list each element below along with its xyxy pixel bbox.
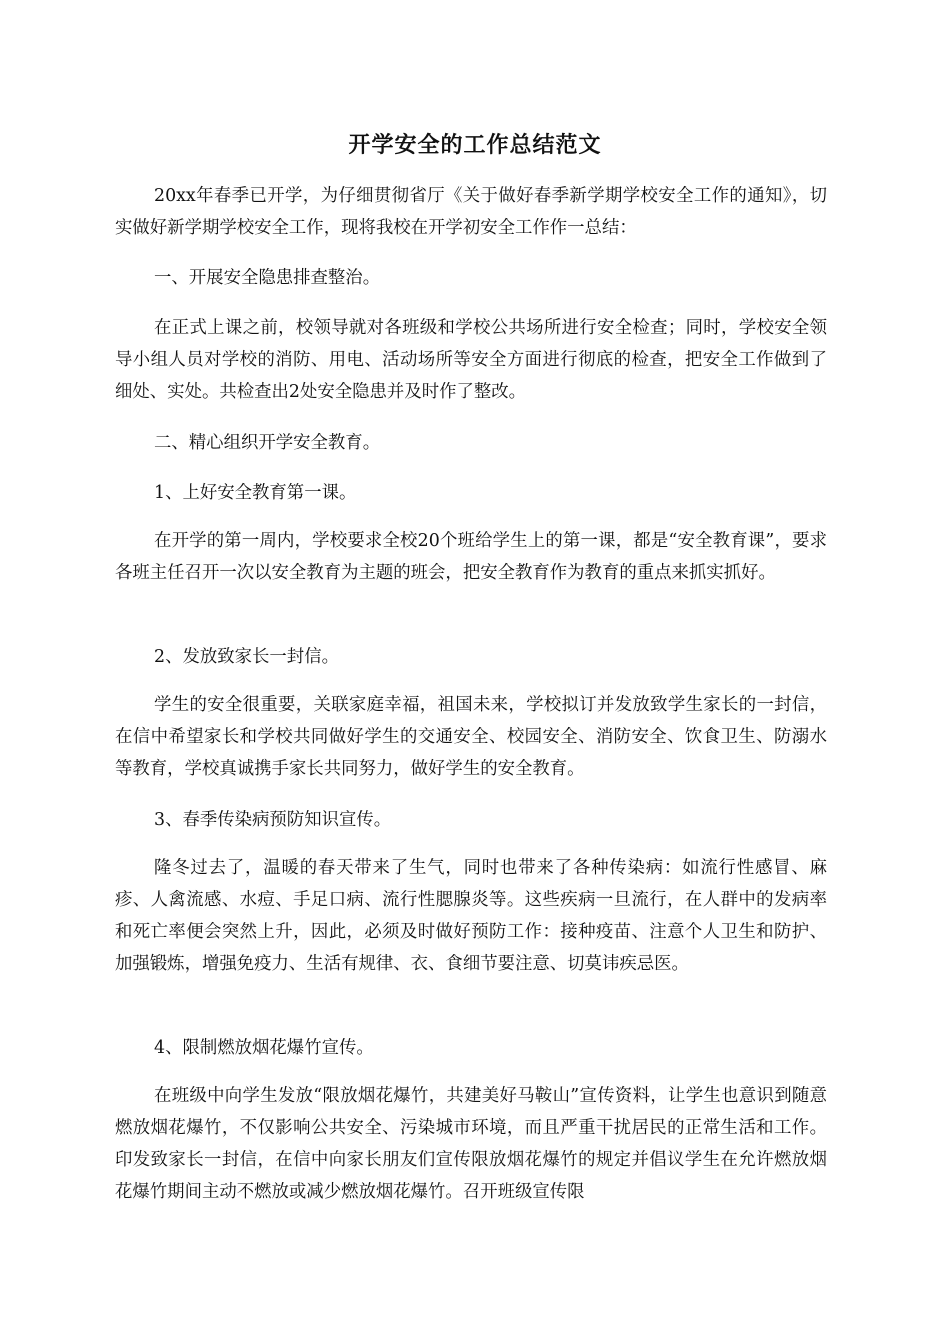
heading-section-1: 一、开展安全隐患排查整治。 <box>154 268 381 288</box>
paragraph-parent-letter: 学生的安全很重要，关联家庭幸福，祖国未来，学校拟订并发放致学生家长的一封信，在信中希望家长和学校共同做好学生的交通安全、校园安全、消防安全、饮食卫生、防溺水等教育，学校真诚携手家长共同努力，做好学生的安全教育。 <box>115 695 827 779</box>
heading-item-3: 3、春季传染病预防知识宣传。 <box>154 810 392 830</box>
heading-section-2: 二、精心组织开学安全教育。 <box>154 433 381 453</box>
paragraph-inspection: 在正式上课之前，校领导就对各班级和学校公共场所进行安全检查；同时，学校安全领导小组人员对学校的消防、用电、活动场所等安全方面进行彻底的检查，把安全工作做到了细处、实处。共检查出2处安全隐患并及时作了整改。 <box>115 318 827 402</box>
paragraph-disease-prevention: 隆冬过去了，温暖的春天带来了生气，同时也带来了各种传染病：如流行性感冒、麻疹、人禽流感、水痘、手足口病、流行性腮腺炎等。这些疾病一旦流行，在人群中的发病率和死亡率便会突然上升，因此，必须及时做好预防工作：接种疫苗、注意个人卫生和防护、加强锻炼，增强免疫力、生活有规律、衣、食细节要注意、切莫讳疾忌医。 <box>115 858 827 974</box>
paragraph-first-lesson: 在开学的第一周内，学校要求全校20个班给学生上的第一课，都是“安全教育课”，要求各班主任召开一次以安全教育为主题的班会，把安全教育作为教育的重点来抓实抓好。 <box>115 531 827 583</box>
heading-item-4: 4、限制燃放烟花爆竹宣传。 <box>154 1038 374 1058</box>
paragraph-intro: 20xx年春季已开学，为仔细贯彻省厅《关于做好春季新学期学校安全工作的通知》，切实做好新学期学校安全工作，现将我校在开学初安全工作作一总结： <box>115 186 827 238</box>
document-title: 开学安全的工作总结范文 <box>348 131 602 158</box>
paragraph-fireworks: 在班级中向学生发放“限放烟花爆竹，共建美好马鞍山”宣传资料，让学生也意识到随意燃放烟花爆竹，不仅影响公共安全、污染城市环境，而且严重干扰居民的正常生活和工作。印发致家长一封信，在信中向家长朋友们宣传限放烟花爆竹的规定并倡议学生在允许燃放烟花爆竹期间主动不燃放或减少燃放烟花爆竹。召开班级宣传限 <box>115 1086 827 1202</box>
heading-item-1: 1、上好安全教育第一课。 <box>154 483 357 503</box>
heading-item-2: 2、发放致家长一封信。 <box>154 647 339 667</box>
